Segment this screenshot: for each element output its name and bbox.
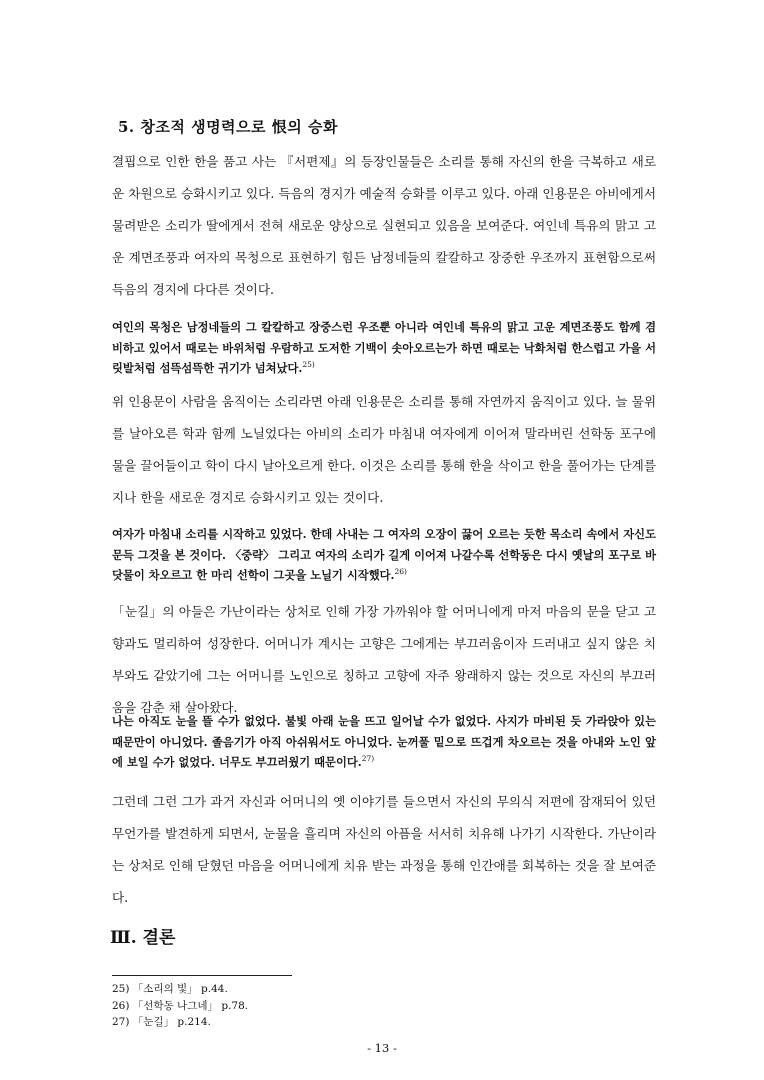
footnote-item: 25) 「소리의 빛」 p.44.: [112, 983, 228, 995]
body-paragraph: 「눈길」의 아들은 가난이라는 상처로 인해 가장 가까워야 할 어머니에게 마저 마음의 문을 닫고 고향과도 멀리하여 성장한다. 어머니가 계시는 고향은 그에게는 부끄러움이자 드러내고 싶지 않은 치부와도 같았기에 그는 어머니를 노인으로 칭하고 고향에 자주 왕래하지 않는 것으로 자신의 부끄러움을 감춘 채 살아왔다.: [112, 604, 656, 715]
footnote-list: [112, 981, 248, 1031]
body-paragraph: 그런데 그런 그가 과거 자신과 어머니의 옛 이야기를 들으면서 자신의 무의식 저편에 잠재되어 있던 무언가를 발견하게 되면서, 눈물을 흘리며 자신의 아픔을 서서히 치유해 나가기 시작한다. 가난이라는 상처로 인해 닫혔던 마음을 어머니에게 치유 받는 과정을 통해 인간애를 회복하는 것을 잘 보여준다.: [112, 794, 656, 905]
footnote-ref: 26): [394, 567, 407, 577]
quote-text: 나는 아직도 눈을 뜰 수가 없었다. 불빛 아래 눈을 뜨고 일어날 수가 없었다. 사지가 마비된 듯 가라앉아 있는 때문만이 아니었다. 졸음기가 아직 아쉬워서도 아니었다. 눈꺼풀 밑으로 뜨겁게 차오르는 것을 아내와 노인 앞에 보일 수가 없었다. 너무도 부끄러웠기 때문이다.: [112, 714, 656, 769]
footnote-divider: [112, 975, 292, 976]
section-heading: 5. 창조적 생명력으로 恨의 승화: [118, 118, 338, 136]
quote-text: 여인의 목청은 남정네들의 그 칼칼하고 장중스런 우조뿐 아니라 여인네 특유의 맑고 고운 계면조풍도 함께 겸비하고 있어서 때로는 바위처럼 우람하고 도저한 기백이 솟아오르는가 하면 때로는 낙화처럼 한스럽고 가을 서릿발처럼 섬뜩섬뜩한 귀기가 넘쳐났다.: [112, 320, 656, 375]
page-number: - 13 -: [367, 1041, 397, 1055]
footnote-item: 26) 「선학동 나그네」 p.78.: [112, 999, 249, 1012]
footnote-ref: 27): [361, 754, 375, 764]
quote-text: 여자가 마침내 소리를 시작하고 있었다. 한데 사내는 그 여자의 오장이 끓어 오르는 듯한 목소리 속에서 자신도 문득 그것을 본 것이다. 〈중략〉 그리고 여자의 소리가 길게 이어져 나갈수록 선학동은 다시 옛날의 포구로 바닷물이 차오르고 한 마리 선학이 그곳을 노닐기 시작했다.: [112, 527, 656, 582]
block-quote: [112, 524, 656, 586]
block-quote: [112, 317, 656, 379]
body-paragraph: 위 인용문이 사람을 움직이는 소리라면 아래 인용문은 소리를 통해 자연까지 움직이고 있다. 늘 물위를 날아오른 학과 함께 노닐었다는 아비의 소리가 마침내 여자에게 이어져 말라버린 선학동 포구에 물을 끌어들이고 학이 다시 날아오르게 한다. 이것은 소리를 통해 한을 삭이고 한을 풀어가는 단계를 지나 한을 새로운 경지로 승화시키고 있는 것이다.: [112, 394, 656, 505]
footnote-ref: 25): [302, 360, 315, 370]
block-quote: [112, 711, 656, 773]
body-paragraph: 결핍으로 인한 한을 품고 사는 『서편제』의 등장인물들은 소리를 통해 자신의 한을 극복하고 새로운 차원으로 승화시키고 있다. 득음의 경지가 예술적 승화를 이루고 있다. 아래 인용문은 아비에게서 물려받은 소리가 딸에게서 전혀 새로운 양상으로 실현되고 있음을 보여준다. 여인네 특유의 맑고 고운 계면조풍과 여자의 목청으로 표현하기 힘든 남정네들의 칼칼하고 장중한 우조까지 표현함으로써 득음의 경지에 다다른 것이다.: [112, 154, 656, 297]
conclusion-heading: Ⅲ. 결론: [110, 928, 176, 948]
footnote-item: 27) 「눈길」 p.214.: [112, 1016, 211, 1028]
